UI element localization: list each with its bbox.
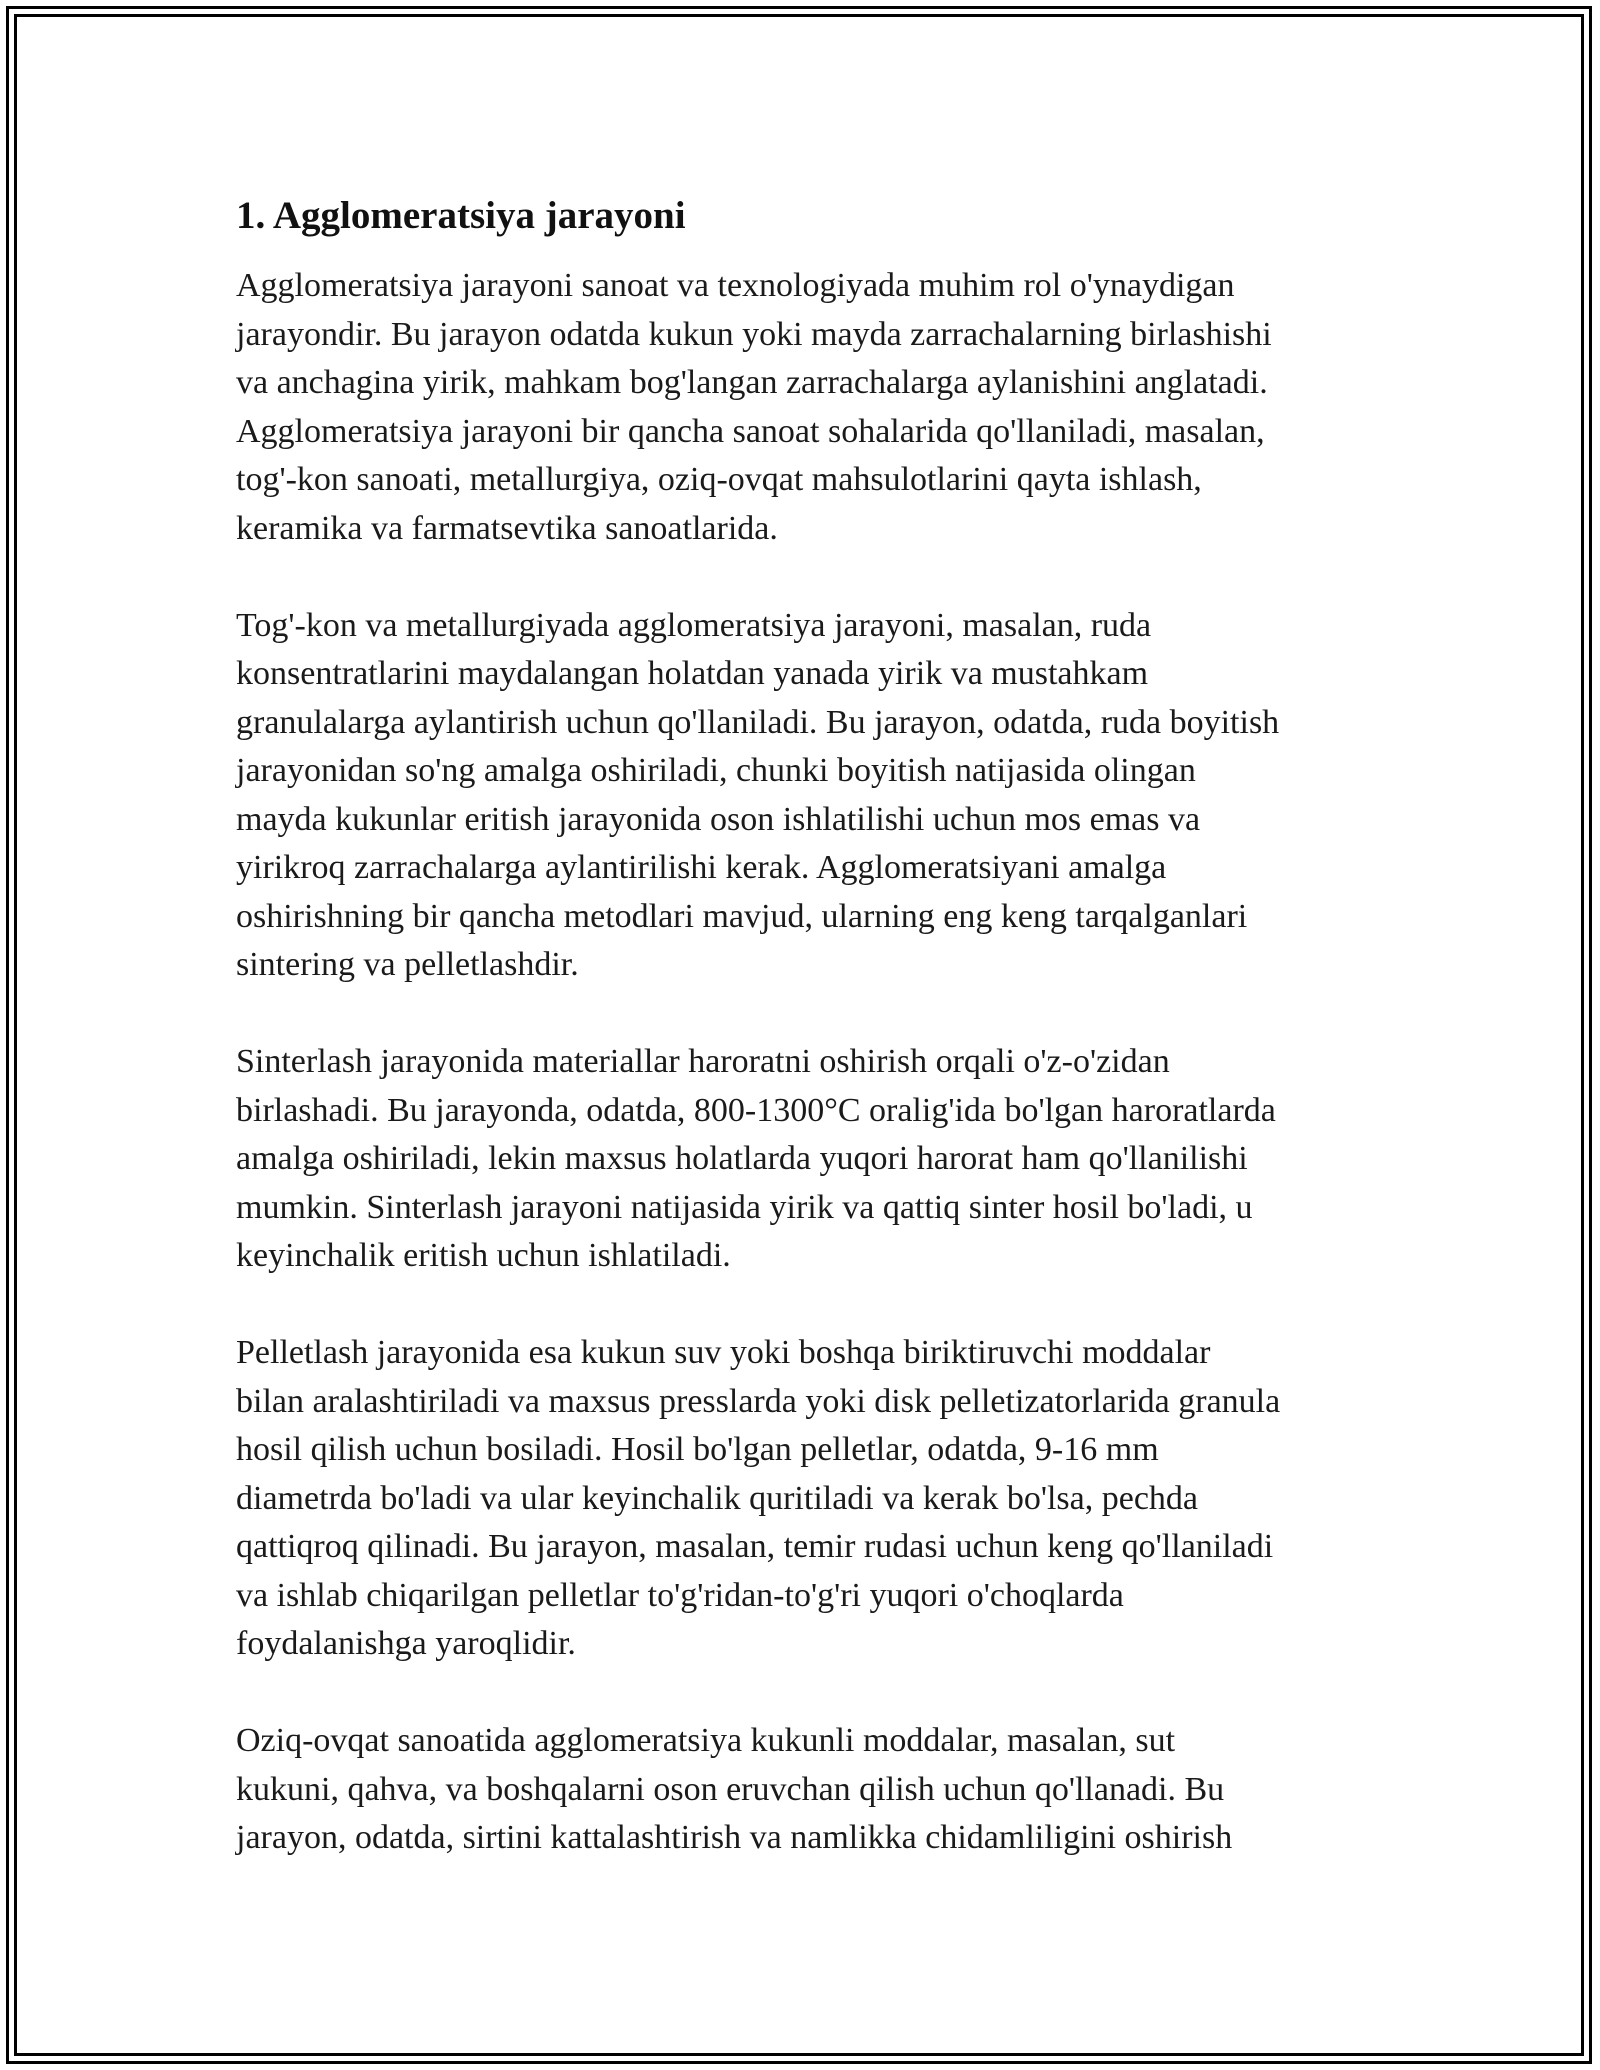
paragraph-line: keramika va farmatsevtika sanoatlarida. <box>236 509 778 547</box>
paragraph-3 <box>236 1038 1366 1281</box>
paragraph-line: konsentratlarini maydalangan holatdan yanada yirik va mustahkam <box>236 655 1149 692</box>
paragraph-line: hosil qilish uchun bosiladi. Hosil bo'lgan pelletlar, odatda, 9-16 mm <box>236 1431 1159 1468</box>
paragraph-line: granulalarga aylantirish uchun qo'llaniladi. Bu jarayon, odatda, ruda boyitish <box>236 703 1280 741</box>
paragraph-line: amalga oshiriladi, lekin maxsus holatlarda yuqori harorat ham qo'llanilishi <box>236 1140 1248 1177</box>
paragraph-line: Tog'-kon va metallurgiyada agglomeratsiya jarayoni, masalan, ruda <box>236 606 1152 644</box>
paragraph-line: jarayonidan so'ng amalga oshiriladi, chunki boyitish natijasida olingan <box>236 752 1196 789</box>
paragraph-line: yirikroq zarrachalarga aylantirilishi kerak. Agglomeratsiyani amalga <box>236 849 1167 886</box>
paragraph-line: birlashadi. Bu jarayonda, odatda, 800-1300°C oralig'ida bo'lgan haroratlarda <box>236 1091 1276 1129</box>
paragraph-line: diametrda bo'ladi va ular keyinchalik quritiladi va kerak bo'lsa, pechda <box>236 1479 1199 1517</box>
paragraph-line: Pelletlash jarayonida esa kukun suv yoki boshqa biriktiruvchi moddalar <box>236 1334 1211 1371</box>
paragraph-line: qattiqroq qilinadi. Bu jarayon, masalan, temir rudasi uchun keng qo'llaniladi <box>236 1528 1274 1565</box>
paragraph-5 <box>236 1717 1366 1863</box>
paragraph-line: foydalanishga yaroqlidir. <box>236 1625 576 1662</box>
paragraph-line: tog'-kon sanoati, metallurgiya, oziq-ovqat mahsulotlarini qayta ishlash, <box>236 461 1202 498</box>
paragraph-1 <box>236 262 1366 553</box>
paragraph-line: keyinchalik eritish uchun ishlatiladi. <box>236 1237 731 1274</box>
paragraph-line: Agglomeratsiya jarayoni sanoat va texnologiyada muhim rol o'ynaydigan <box>236 267 1235 304</box>
paragraph-line: oshirishning bir qancha metodlari mavjud, ularning eng keng tarqalganlari <box>236 897 1248 935</box>
paragraph-4 <box>236 1329 1366 1669</box>
paragraph-line: va ishlab chiqarilgan pelletlar to'g'ridan-to'g'ri yuqori o'choqlarda <box>236 1576 1124 1614</box>
paragraph-line: Agglomeratsiya jarayoni bir qancha sanoat sohalarida qo'llaniladi, masalan, <box>236 412 1265 450</box>
paragraph-line: jarayondir. Bu jarayon odatda kukun yoki mayda zarrachalarning birlashishi <box>236 315 1272 353</box>
paragraph-2 <box>236 602 1366 990</box>
paragraph-line: sintering va pelletlashdir. <box>236 946 579 983</box>
paragraph-line: Sinterlash jarayonida materiallar haroratni oshirish orqali o'z-o'zidan <box>236 1043 1170 1080</box>
paragraph-line: mumkin. Sinterlash jarayoni natijasida yirik va qattiq sinter hosil bo'ladi, u <box>236 1188 1253 1226</box>
section-heading: 1. Agglomeratsiya jarayoni <box>236 194 686 237</box>
paragraph-line: mayda kukunlar eritish jarayonida oson ishlatilishi uchun mos emas va <box>236 800 1201 838</box>
paragraph-line: Oziq-ovqat sanoatida agglomeratsiya kukunli moddalar, masalan, sut <box>236 1722 1176 1759</box>
paragraph-line: jarayon, odatda, sirtini kattalashtirish va namlikka chidamliligini oshirish <box>236 1819 1233 1856</box>
document-body <box>236 184 1366 1911</box>
paragraph-line: kukuni, qahva, va boshqalarni oson eruvchan qilish uchun qo'llanadi. Bu <box>236 1770 1225 1808</box>
paragraph-line: va anchagina yirik, mahkam bog'langan zarrachalarga aylanishini anglatadi. <box>236 364 1268 401</box>
paragraph-line: bilan aralashtiriladi va maxsus presslarda yoki disk pelletizatorlarida granula <box>236 1382 1281 1420</box>
